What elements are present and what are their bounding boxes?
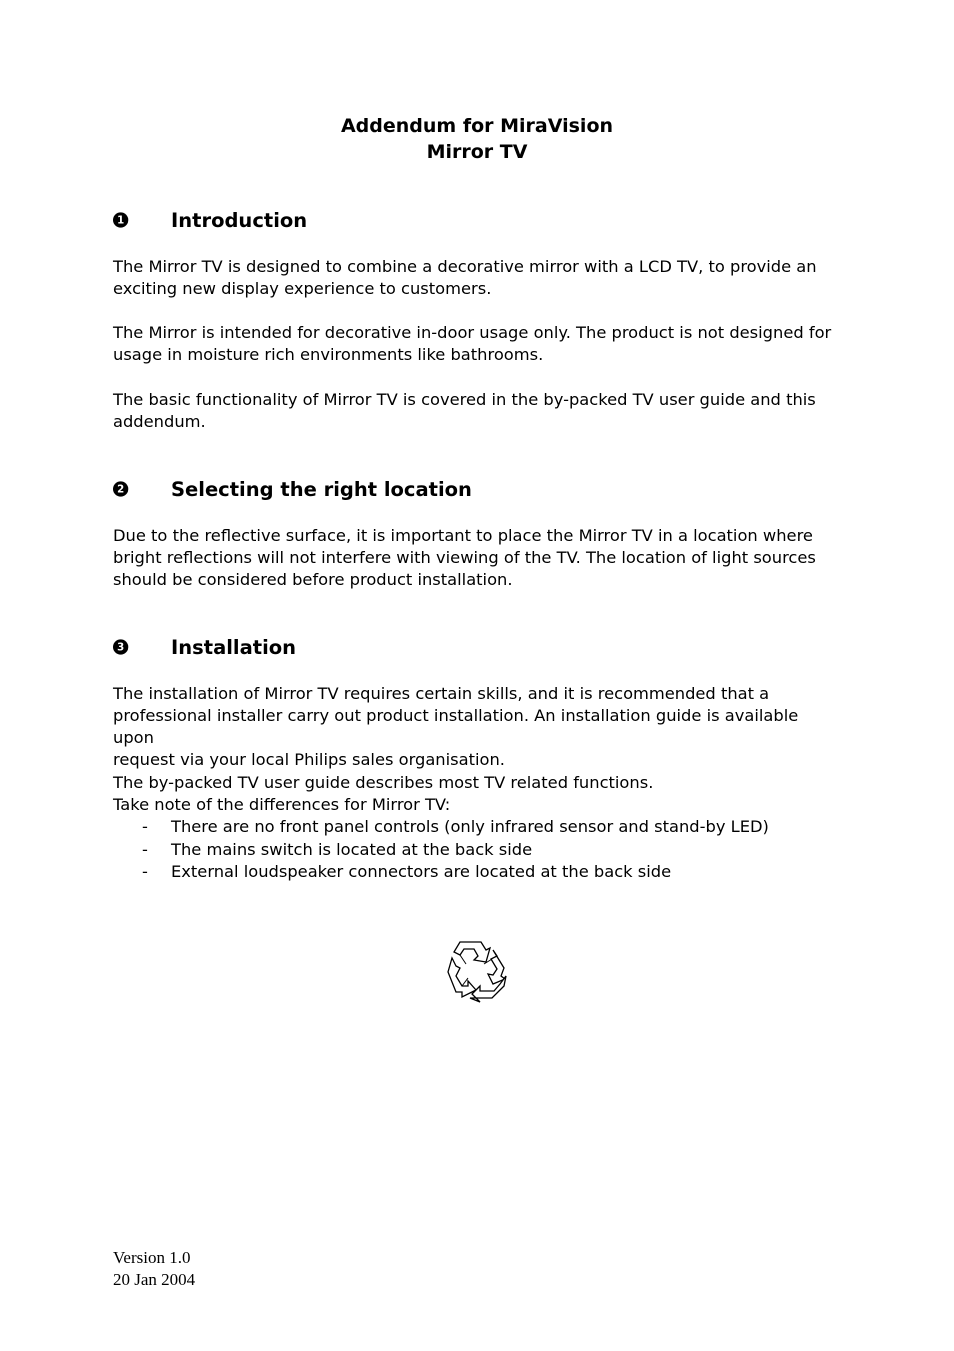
list-item-text: The mains switch is located at the back side — [171, 839, 533, 859]
list-marker: - — [142, 839, 148, 859]
paragraph-line: request via your local Philips sales organisation. — [113, 750, 505, 769]
document-title: Addendum for MiraVision — [340, 115, 614, 137]
list-item-text: External loudspeaker connectors are located at the back side — [171, 862, 672, 881]
paragraph-line: The Mirror is intended for decorative in-door usage only. The product is not designed for — [113, 323, 832, 342]
paragraph — [113, 683, 833, 771]
paragraph-line: bright reflections will not interfere with viewing of the TV. The location of light sources — [113, 548, 816, 567]
paragraph-line: Due to the reflective surface, it is important to place the Mirror TV in a location where — [113, 526, 813, 545]
document-subtitle: Mirror TV — [426, 141, 528, 163]
differences-list — [113, 816, 833, 884]
section-title: Introduction — [171, 209, 308, 232]
paragraph-line: The basic functionality of Mirror TV is covered in the by-packed TV user guide and this — [113, 390, 816, 409]
list-item — [113, 861, 833, 884]
section-title: Installation — [171, 636, 297, 659]
paragraph — [113, 322, 833, 366]
list-item — [113, 816, 833, 839]
section-number-badge: 2 — [113, 481, 128, 496]
section-heading-introduction — [113, 208, 308, 234]
list-item — [113, 839, 833, 862]
paragraph — [113, 256, 833, 300]
list-marker: - — [142, 817, 148, 836]
paragraph — [113, 389, 833, 433]
list-item-text: There are no front panel controls (only infrared sensor and stand-by LED) — [171, 817, 769, 836]
recycle-icon — [446, 940, 512, 1004]
paragraph — [113, 772, 833, 816]
paragraph-line: Take note of the differences for Mirror TV: — [113, 795, 451, 814]
paragraph — [113, 525, 833, 591]
date-label: 20 Jan 2004 — [113, 1270, 196, 1289]
section-number-badge: 1 — [113, 212, 128, 227]
paragraph-line: exciting new display experience to customers. — [113, 279, 492, 298]
paragraph-line: should be considered before product installation. — [113, 570, 513, 589]
section-title: Selecting the right location — [171, 478, 472, 501]
list-marker: - — [142, 862, 148, 881]
paragraph-line: The by-packed TV user guide describes most TV related functions. — [113, 773, 654, 792]
version-label: Version 1.0 — [113, 1248, 191, 1267]
section-number-badge: 3 — [113, 639, 128, 654]
section-heading-location — [113, 477, 472, 503]
paragraph-line: professional installer carry out product installation. An installation guide is available upon — [113, 706, 799, 747]
section-heading-installation — [113, 635, 297, 661]
paragraph-line: The Mirror TV is designed to combine a decorative mirror with a LCD TV, to provide an — [113, 257, 817, 276]
paragraph-line: usage in moisture rich environments like bathrooms. — [113, 345, 544, 364]
paragraph-line: The installation of Mirror TV requires certain skills, and it is recommended that a — [113, 684, 770, 703]
paragraph-line: addendum. — [113, 412, 206, 431]
